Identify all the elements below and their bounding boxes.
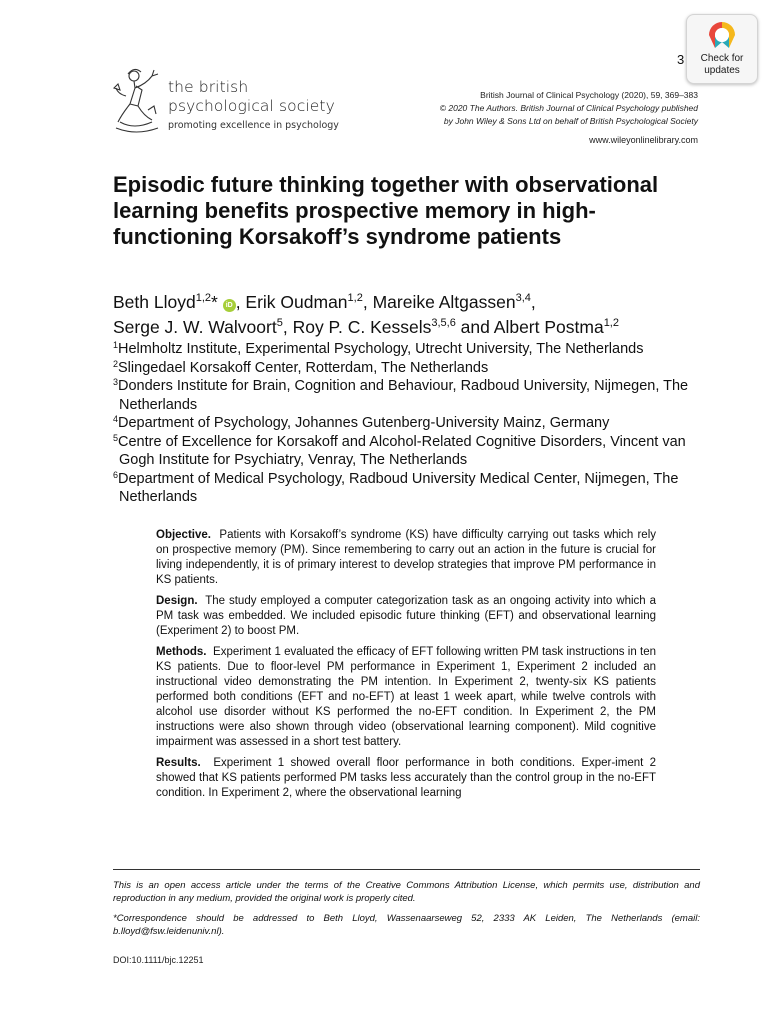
affiliation-item: $^1$Helmholtz Institute, Experimental Psychology, Utrecht University, The Netherlands: [113, 340, 644, 357]
orcid-icon[interactable]: iD: [223, 299, 236, 312]
affiliation-list: [113, 340, 713, 507]
author-list: Beth Lloyd$^{1,2}$* iD , Erik Oudman$^{1,2}$, Mareike Altgassen$^{3,4}$, Serge J. W. Walvoort$^5$, Roy P. C. Kessels$^{3,5,6}$ and Albert Postma$^{1,2}$: [113, 292, 619, 337]
author-name[interactable]: Beth Lloyd: [113, 292, 196, 312]
journal-copyright: © 2020 The Authors. British Journal of Clinical Psychology published: [439, 103, 698, 113]
doi-link[interactable]: DOI:10.1111/bjc.12251: [113, 955, 204, 965]
society-tagline: promoting excellence in psychology: [168, 120, 339, 131]
abstract-design: Design. The study employed a computer categorization task as an ongoing activity into which a PM task was embedded. We included episodic future thinking (EFT) and observational learning (Experiment 2) to boost PM.: [156, 595, 657, 637]
abstract: [156, 528, 656, 807]
author-name[interactable]: Serge J. W. Walvoort: [113, 317, 277, 337]
journal-url[interactable]: www.wileyonlinelibrary.com: [589, 135, 698, 145]
society-name-line1: the british: [168, 78, 249, 96]
author-affiliation-number: 1,2: [195, 292, 211, 304]
check-for-updates-icon: [707, 20, 737, 52]
check-for-updates-label-2: updates: [704, 65, 740, 76]
abstract-methods: Methods. Experiment 1 evaluated the efficacy of EFT following written PM task instructions in ten KS patients. Due to floor-level PM performance in Experiment 1, Experiment 2 included an instructional video demonstrating the PM intention. In Experiment 2, twenty-six KS patients performed both conditions (EFT and no-EFT) at least 1 week apart, while twelve controls with alcohol use disorder without KS performed the no-EFT condition. In Experiment 2, the PM instructions were also shown through video (observational learning component). Mild cognitive impairment was assessed in a short test battery.: [156, 646, 656, 748]
journal-citation: British Journal of Clinical Psychology (2020), 59, 369–383: [480, 90, 698, 100]
affiliation-item: $^5$Centre of Excellence for Korsakoff and Alcohol-Related Cognitive Disorders, Vincent van Gogh Institute for Psychiatry, Venray, The Netherlands: [113, 432, 686, 468]
abstract-objective: Objective. Patients with Korsakoff’s syndrome (KS) have difficulty carrying out tasks which rely on prospective memory (PM). Since remembering to carry out an action in the future is crucial for living independently, it is of primary interest to develop strategies that improve PM performance in KS patients.: [156, 529, 656, 586]
abstract-label: Objective.: [156, 529, 211, 541]
author-name[interactable]: Roy P. C. Kessels: [292, 317, 432, 337]
correspondence-note: *Correspondence should be addressed to Beth Lloyd, Wassenaarseweg 52, 2333 AK Leiden, The Netherlands (email: b.lloyd@fsw.leidenuniv.nl).: [113, 913, 700, 937]
affiliation-item: $^3$Donders Institute for Brain, Cognition and Behaviour, Radboud University, Nijmegen, The Netherlands: [113, 377, 689, 413]
abstract-results: Results. Experiment 1 showed overall floor performance in both conditions. Exper-iment 2 showed that KS patients performed PM tasks less accurately than the control group in the no-EFT condition. In Experiment 2, where the observational learning: [156, 757, 656, 799]
journal-publisher: by John Wiley & Sons Ltd on behalf of British Psychological Society: [443, 116, 698, 126]
page-number: 3: [677, 52, 685, 67]
author-affiliation-number: 1,2: [347, 292, 363, 304]
footnotes: [113, 879, 700, 945]
affiliation-item: $^2$Slingedael Korsakoff Center, Rotterdam, The Netherlands: [113, 358, 489, 376]
affiliation-item: $^6$Department of Medical Psychology, Radboud University Medical Center, Nijmegen, The Netherlands: [113, 469, 679, 505]
author-name[interactable]: Albert Postma: [493, 317, 604, 337]
author-affiliation-number: 3,5,6: [431, 317, 456, 329]
society-branding: [168, 78, 339, 132]
corresponding-asterisk: *: [211, 292, 218, 312]
author-name[interactable]: Erik Oudman: [245, 292, 348, 312]
check-for-updates-badge[interactable]: [686, 14, 758, 84]
bps-athena-logo-icon: [108, 66, 168, 138]
license-note: This is an open access article under the terms of the Creative Commons Attribution License, which permits use, distribution and reproduction in any medium, provided the original work is properly cited.: [113, 880, 700, 904]
check-for-updates-label-1: Check for: [700, 53, 744, 64]
footnote-divider: [113, 869, 700, 870]
affiliation-item: $^4$Department of Psychology, Johannes Gutenberg-University Mainz, Germany: [113, 414, 610, 431]
abstract-label: Design.: [156, 595, 198, 607]
author-affiliation-number: 1,2: [603, 317, 619, 329]
author-affiliation-number: 3,4: [515, 292, 531, 304]
abstract-label: Results.: [156, 757, 201, 769]
paper-title: Episodic future thinking together with observational learning benefits prospective memory in high-functioning Korsakoff’s syndrome patients: [113, 172, 659, 249]
author-name[interactable]: Mareike Altgassen: [372, 292, 516, 312]
abstract-label: Methods.: [156, 646, 207, 658]
society-name-line2: psychological society: [168, 97, 335, 115]
journal-info: [440, 89, 698, 147]
author-affiliation-number: 5: [276, 317, 283, 329]
